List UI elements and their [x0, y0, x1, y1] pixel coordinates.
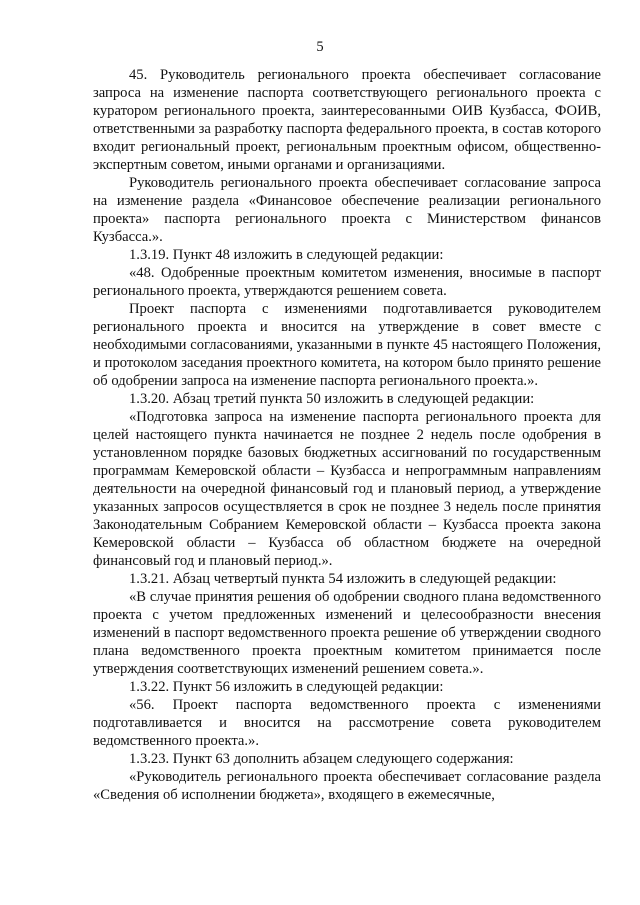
paragraph-1-3-23: 1.3.23. Пункт 63 дополнить абзацем следующего содержания: — [129, 751, 514, 767]
paragraph-finance-approval: Руководитель регионального проекта обеспечивает согласование запроса на изменение раздела «Финансовое обеспечение реализации регионального проекта» паспорта регионального проекта с Министерством финансов Кузбасса.». — [93, 175, 601, 245]
paragraph-1-3-20: 1.3.20. Абзац третий пункта 50 изложить в следующей редакции: — [129, 391, 535, 407]
paragraph-budget-section: «Руководитель регионального проекта обеспечивает согласование раздела «Сведения об исполнении бюджета», входящего в ежемесячные, — [93, 769, 601, 803]
paragraph-56: «56. Проект паспорта ведомственного проекта с изменениями подготавливается и вносится на рассмотрение совета руководителем ведомственного проекта.». — [93, 697, 601, 749]
paragraph-passport-draft: Проект паспорта с изменениями подготавливается руководителем регионального проекта и вносится на утверждение в совет вместе с необходимыми согласованиями, указанными в пункте 45 настоящего Положения, и протоколом заседания проектного комитета, на котором было принято решение об одобрении запроса на изменение паспорта регионального проекта.». — [93, 301, 601, 389]
document-body — [93, 66, 601, 804]
paragraph-45: 45. Руководитель регионального проекта обеспечивает согласование запроса на изменение паспорта соответствующего регионального проекта с куратором регионального проекта, заинтересованными ОИВ Кузбасса, ФОИВ, ответственными за разработку паспорта федерального проекта, в состав которого входит региональный проект, региональным проектным офисом, общественно-экспертным советом, иными органами и организациями. — [93, 67, 601, 173]
paragraph-consolidated-plan: «В случае принятия решения об одобрении сводного плана ведомственного проекта с учетом предложенных изменений и целесообразности внесения изменений в паспорт ведомственного проекта решение об утверждении сводного плана ведомственного проекта проектным комитетом принимается после утверждения соответствующих изменений решением совета.». — [93, 589, 601, 677]
paragraph-1-3-21: 1.3.21. Абзац четвертый пункта 54 изложить в следующей редакции: — [129, 571, 557, 587]
paragraph-1-3-22: 1.3.22. Пункт 56 изложить в следующей редакции: — [129, 679, 444, 695]
paragraph-request-preparation: «Подготовка запроса на изменение паспорта регионального проекта для целей настоящего пункта начинается не позднее 2 недель после одобрения в установленном порядке базовых бюджетных ассигнований по государственным программам Кемеровской области – Кузбасса и непрограммным направлениям деятельности на очередной финансовый год и плановый период, а утверждение указанных запросов осуществляется в срок не позднее 3 недель после принятия Законодательным Собранием Кемеровской области – Кузбасса проекта закона Кемеровской области – Кузбасса об областном бюджете на очередной финансовый год и плановый период.». — [93, 409, 601, 569]
page-number: 5 — [316, 39, 324, 55]
paragraph-1-3-19: 1.3.19. Пункт 48 изложить в следующей редакции: — [129, 247, 444, 263]
paragraph-48: «48. Одобренные проектным комитетом изменения, вносимые в паспорт регионального проекта, утверждаются решением совета. — [93, 265, 601, 299]
